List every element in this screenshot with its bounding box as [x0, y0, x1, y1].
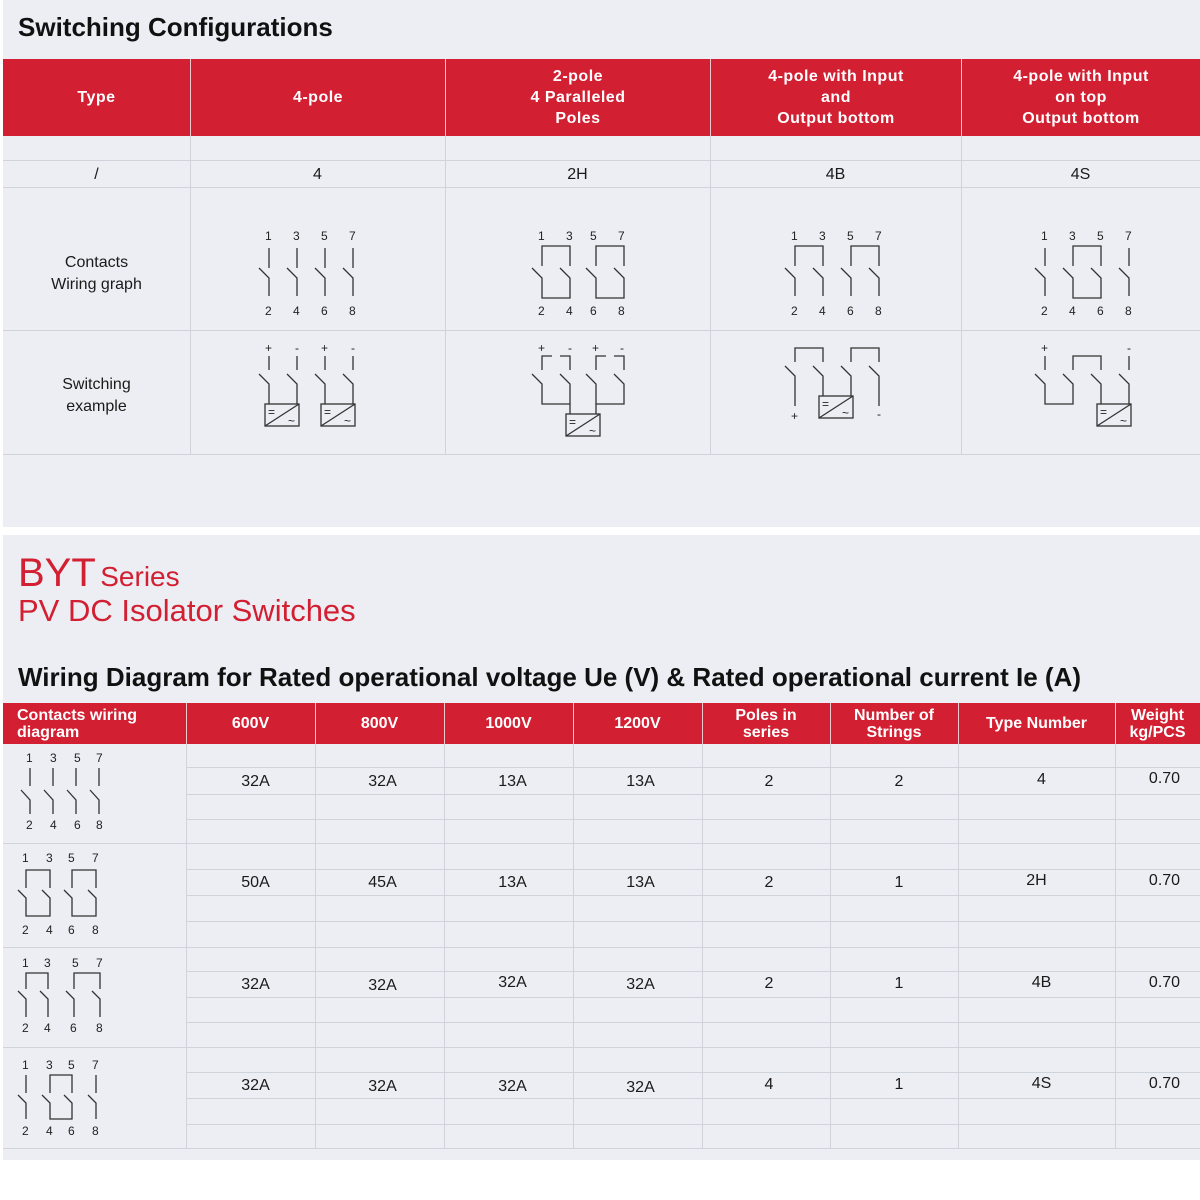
- svg-text:~: ~: [344, 414, 352, 428]
- contacts-wiring-label: Contacts Wiring graph: [51, 254, 142, 293]
- config-header-row: [3, 59, 1200, 136]
- svg-text:+: +: [538, 341, 546, 355]
- header-4-pole: 4-pole: [292, 89, 344, 106]
- row2-800v: 45A: [368, 873, 397, 891]
- svg-text:4: 4: [50, 818, 57, 832]
- svg-text:4: 4: [46, 923, 53, 937]
- row4-800v: 32A: [368, 1077, 397, 1095]
- row2-poles: 2: [764, 873, 774, 891]
- row3-weight: 0.70: [1148, 973, 1181, 991]
- row2-wiring-diagram: [16, 850, 108, 938]
- contacts-diagram-4s: [1031, 226, 1141, 321]
- svg-text:5: 5: [68, 1058, 75, 1072]
- svg-text:-: -: [620, 341, 624, 355]
- row4-strings: 1: [894, 1075, 904, 1093]
- svg-text:1: 1: [265, 229, 272, 243]
- row2-1200v: 13A: [626, 873, 655, 891]
- type-code-4s: 4S: [1070, 166, 1091, 183]
- row4-poles: 4: [764, 1075, 774, 1093]
- switching-configurations-title: Switching Configurations: [18, 12, 333, 42]
- svg-text:+: +: [791, 409, 799, 423]
- svg-text:6: 6: [68, 1124, 75, 1138]
- col-weight: Weight kg/PCS: [1129, 706, 1186, 741]
- svg-text:5: 5: [68, 851, 75, 865]
- header-2-pole: 2-pole 4 Paralleled Poles: [530, 68, 626, 127]
- svg-text:2: 2: [22, 923, 29, 937]
- svg-text:+: +: [265, 341, 273, 355]
- svg-text:2: 2: [22, 1124, 29, 1138]
- svg-text:1: 1: [22, 956, 29, 970]
- col-poles-in-series: Poles in series: [735, 706, 797, 741]
- svg-text:2: 2: [22, 1021, 29, 1035]
- type-code-2h: 2H: [567, 166, 588, 183]
- row3-1200v: 32A: [626, 975, 655, 993]
- svg-text:=: =: [822, 397, 830, 411]
- svg-text:7: 7: [96, 956, 103, 970]
- svg-text:4: 4: [44, 1021, 51, 1035]
- svg-text:=: =: [1100, 405, 1108, 419]
- svg-text:~: ~: [1120, 414, 1128, 428]
- svg-text:6: 6: [70, 1021, 77, 1035]
- row1-poles: 2: [764, 772, 774, 790]
- svg-text:8: 8: [875, 304, 882, 318]
- contacts-diagram-4b: [781, 226, 891, 321]
- col-number-of-strings: Number of Strings: [854, 706, 934, 741]
- col-1000v: 1000V: [485, 715, 532, 732]
- svg-text:~: ~: [589, 424, 597, 438]
- row3-wiring-diagram: [16, 955, 108, 1035]
- wiring-header-row: [3, 703, 1200, 744]
- row3-type: 4B: [1031, 973, 1052, 991]
- svg-text:~: ~: [288, 414, 296, 428]
- col-600v: 600V: [231, 715, 270, 732]
- svg-text:3: 3: [46, 851, 53, 865]
- type-label: /: [94, 166, 99, 183]
- brand-subtitle: PV DC Isolator Switches: [18, 593, 356, 628]
- svg-text:8: 8: [92, 923, 99, 937]
- row1-800v: 32A: [368, 772, 397, 790]
- svg-text:8: 8: [96, 818, 103, 832]
- svg-text:1: 1: [538, 229, 545, 243]
- svg-text:5: 5: [590, 229, 597, 243]
- row2-1000v: 13A: [498, 873, 527, 891]
- row4-weight: 0.70: [1148, 1074, 1181, 1092]
- svg-text:7: 7: [96, 751, 103, 765]
- svg-text:1: 1: [26, 751, 33, 765]
- svg-text:1: 1: [22, 1058, 29, 1072]
- svg-text:3: 3: [44, 956, 51, 970]
- svg-text:=: =: [324, 405, 332, 419]
- svg-text:6: 6: [68, 923, 75, 937]
- switching-example-4s: [1031, 340, 1141, 435]
- row1-1200v: 13A: [626, 772, 655, 790]
- switching-example-label: Switching example: [62, 376, 131, 415]
- brand-name: BYT: [18, 551, 96, 595]
- svg-text:1: 1: [1041, 229, 1048, 243]
- svg-text:5: 5: [72, 956, 79, 970]
- svg-text:-: -: [568, 341, 572, 355]
- svg-text:1: 1: [22, 851, 29, 865]
- row4-1000v: 32A: [498, 1077, 527, 1095]
- svg-text:3: 3: [46, 1058, 53, 1072]
- switching-example-2h: [528, 340, 638, 440]
- col-contacts-wiring: Contacts wiring diagram: [17, 706, 138, 741]
- row4-type: 4S: [1031, 1074, 1052, 1092]
- svg-text:+: +: [321, 341, 329, 355]
- svg-text:2: 2: [265, 304, 272, 318]
- svg-text:4: 4: [819, 304, 826, 318]
- row2-weight: 0.70: [1148, 871, 1181, 889]
- row1-600v: 32A: [241, 772, 270, 790]
- svg-text:6: 6: [74, 818, 81, 832]
- svg-text:4: 4: [1069, 304, 1076, 318]
- svg-text:8: 8: [349, 304, 356, 318]
- svg-text:8: 8: [92, 1124, 99, 1138]
- row2-strings: 1: [894, 873, 904, 891]
- svg-text:+: +: [1041, 341, 1049, 355]
- row2-type: 2H: [1026, 871, 1047, 889]
- row3-800v: 32A: [368, 976, 397, 994]
- header-4-pole-input-top: 4-pole with Input on top Output bottom: [1013, 68, 1149, 127]
- svg-text:2: 2: [1041, 304, 1048, 318]
- switching-example-4: [255, 340, 365, 435]
- brand-series: Series: [100, 561, 180, 592]
- row2-600v: 50A: [241, 873, 270, 891]
- col-800v: 800V: [360, 715, 399, 732]
- svg-text:6: 6: [1097, 304, 1104, 318]
- contacts-diagram-2h: [528, 226, 638, 321]
- svg-text:3: 3: [566, 229, 573, 243]
- svg-text:7: 7: [92, 1058, 99, 1072]
- svg-text:4: 4: [566, 304, 573, 318]
- svg-text:7: 7: [349, 229, 356, 243]
- svg-text:6: 6: [321, 304, 328, 318]
- svg-text:8: 8: [96, 1021, 103, 1035]
- svg-text:2: 2: [791, 304, 798, 318]
- row3-600v: 32A: [241, 975, 270, 993]
- svg-text:=: =: [569, 415, 577, 429]
- svg-text:8: 8: [618, 304, 625, 318]
- svg-text:7: 7: [875, 229, 882, 243]
- svg-text:7: 7: [92, 851, 99, 865]
- brand-heading: [18, 551, 180, 596]
- svg-text:-: -: [1127, 341, 1131, 355]
- svg-text:2: 2: [538, 304, 545, 318]
- row1-weight: 0.70: [1148, 769, 1181, 787]
- col-type-number: Type Number: [985, 715, 1088, 732]
- row1-type: 4: [1037, 770, 1046, 788]
- svg-text:~: ~: [842, 406, 850, 420]
- contacts-diagram-4: [255, 226, 365, 321]
- row4-wiring-diagram: [16, 1057, 108, 1141]
- header-type: Type: [77, 89, 116, 106]
- svg-text:2: 2: [26, 818, 33, 832]
- row1-strings: 2: [894, 772, 904, 790]
- svg-text:-: -: [295, 341, 299, 355]
- svg-text:-: -: [351, 341, 355, 355]
- row4-600v: 32A: [241, 1076, 270, 1094]
- svg-text:7: 7: [1125, 229, 1132, 243]
- svg-text:5: 5: [74, 751, 81, 765]
- svg-text:1: 1: [791, 229, 798, 243]
- svg-text:5: 5: [847, 229, 854, 243]
- svg-text:+: +: [592, 341, 600, 355]
- svg-text:6: 6: [847, 304, 854, 318]
- svg-text:7: 7: [618, 229, 625, 243]
- col-1200v: 1200V: [614, 715, 661, 732]
- row3-poles: 2: [764, 974, 774, 992]
- svg-text:3: 3: [819, 229, 826, 243]
- svg-text:4: 4: [46, 1124, 53, 1138]
- svg-text:3: 3: [1069, 229, 1076, 243]
- type-code-4b: 4B: [825, 166, 846, 183]
- svg-text:3: 3: [293, 229, 300, 243]
- row1-1000v: 13A: [498, 772, 527, 790]
- svg-text:4: 4: [293, 304, 300, 318]
- row3-strings: 1: [894, 974, 904, 992]
- row3-1000v: 32A: [498, 973, 527, 991]
- row4-1200v: 32A: [626, 1078, 655, 1096]
- svg-text:-: -: [877, 407, 881, 421]
- svg-text:=: =: [268, 405, 276, 419]
- wiring-diagram-title: Wiring Diagram for Rated operational voltage Ue (V) & Rated operational current Ie (A): [18, 662, 1082, 692]
- type-code-4: 4: [313, 166, 322, 183]
- svg-text:8: 8: [1125, 304, 1132, 318]
- row1-wiring-diagram: [18, 750, 110, 834]
- svg-text:6: 6: [590, 304, 597, 318]
- header-4-pole-input-output-bottom: 4-pole with Input and Output bottom: [768, 68, 904, 127]
- switching-example-4b: [781, 340, 891, 430]
- svg-text:5: 5: [321, 229, 328, 243]
- svg-text:5: 5: [1097, 229, 1104, 243]
- svg-text:3: 3: [50, 751, 57, 765]
